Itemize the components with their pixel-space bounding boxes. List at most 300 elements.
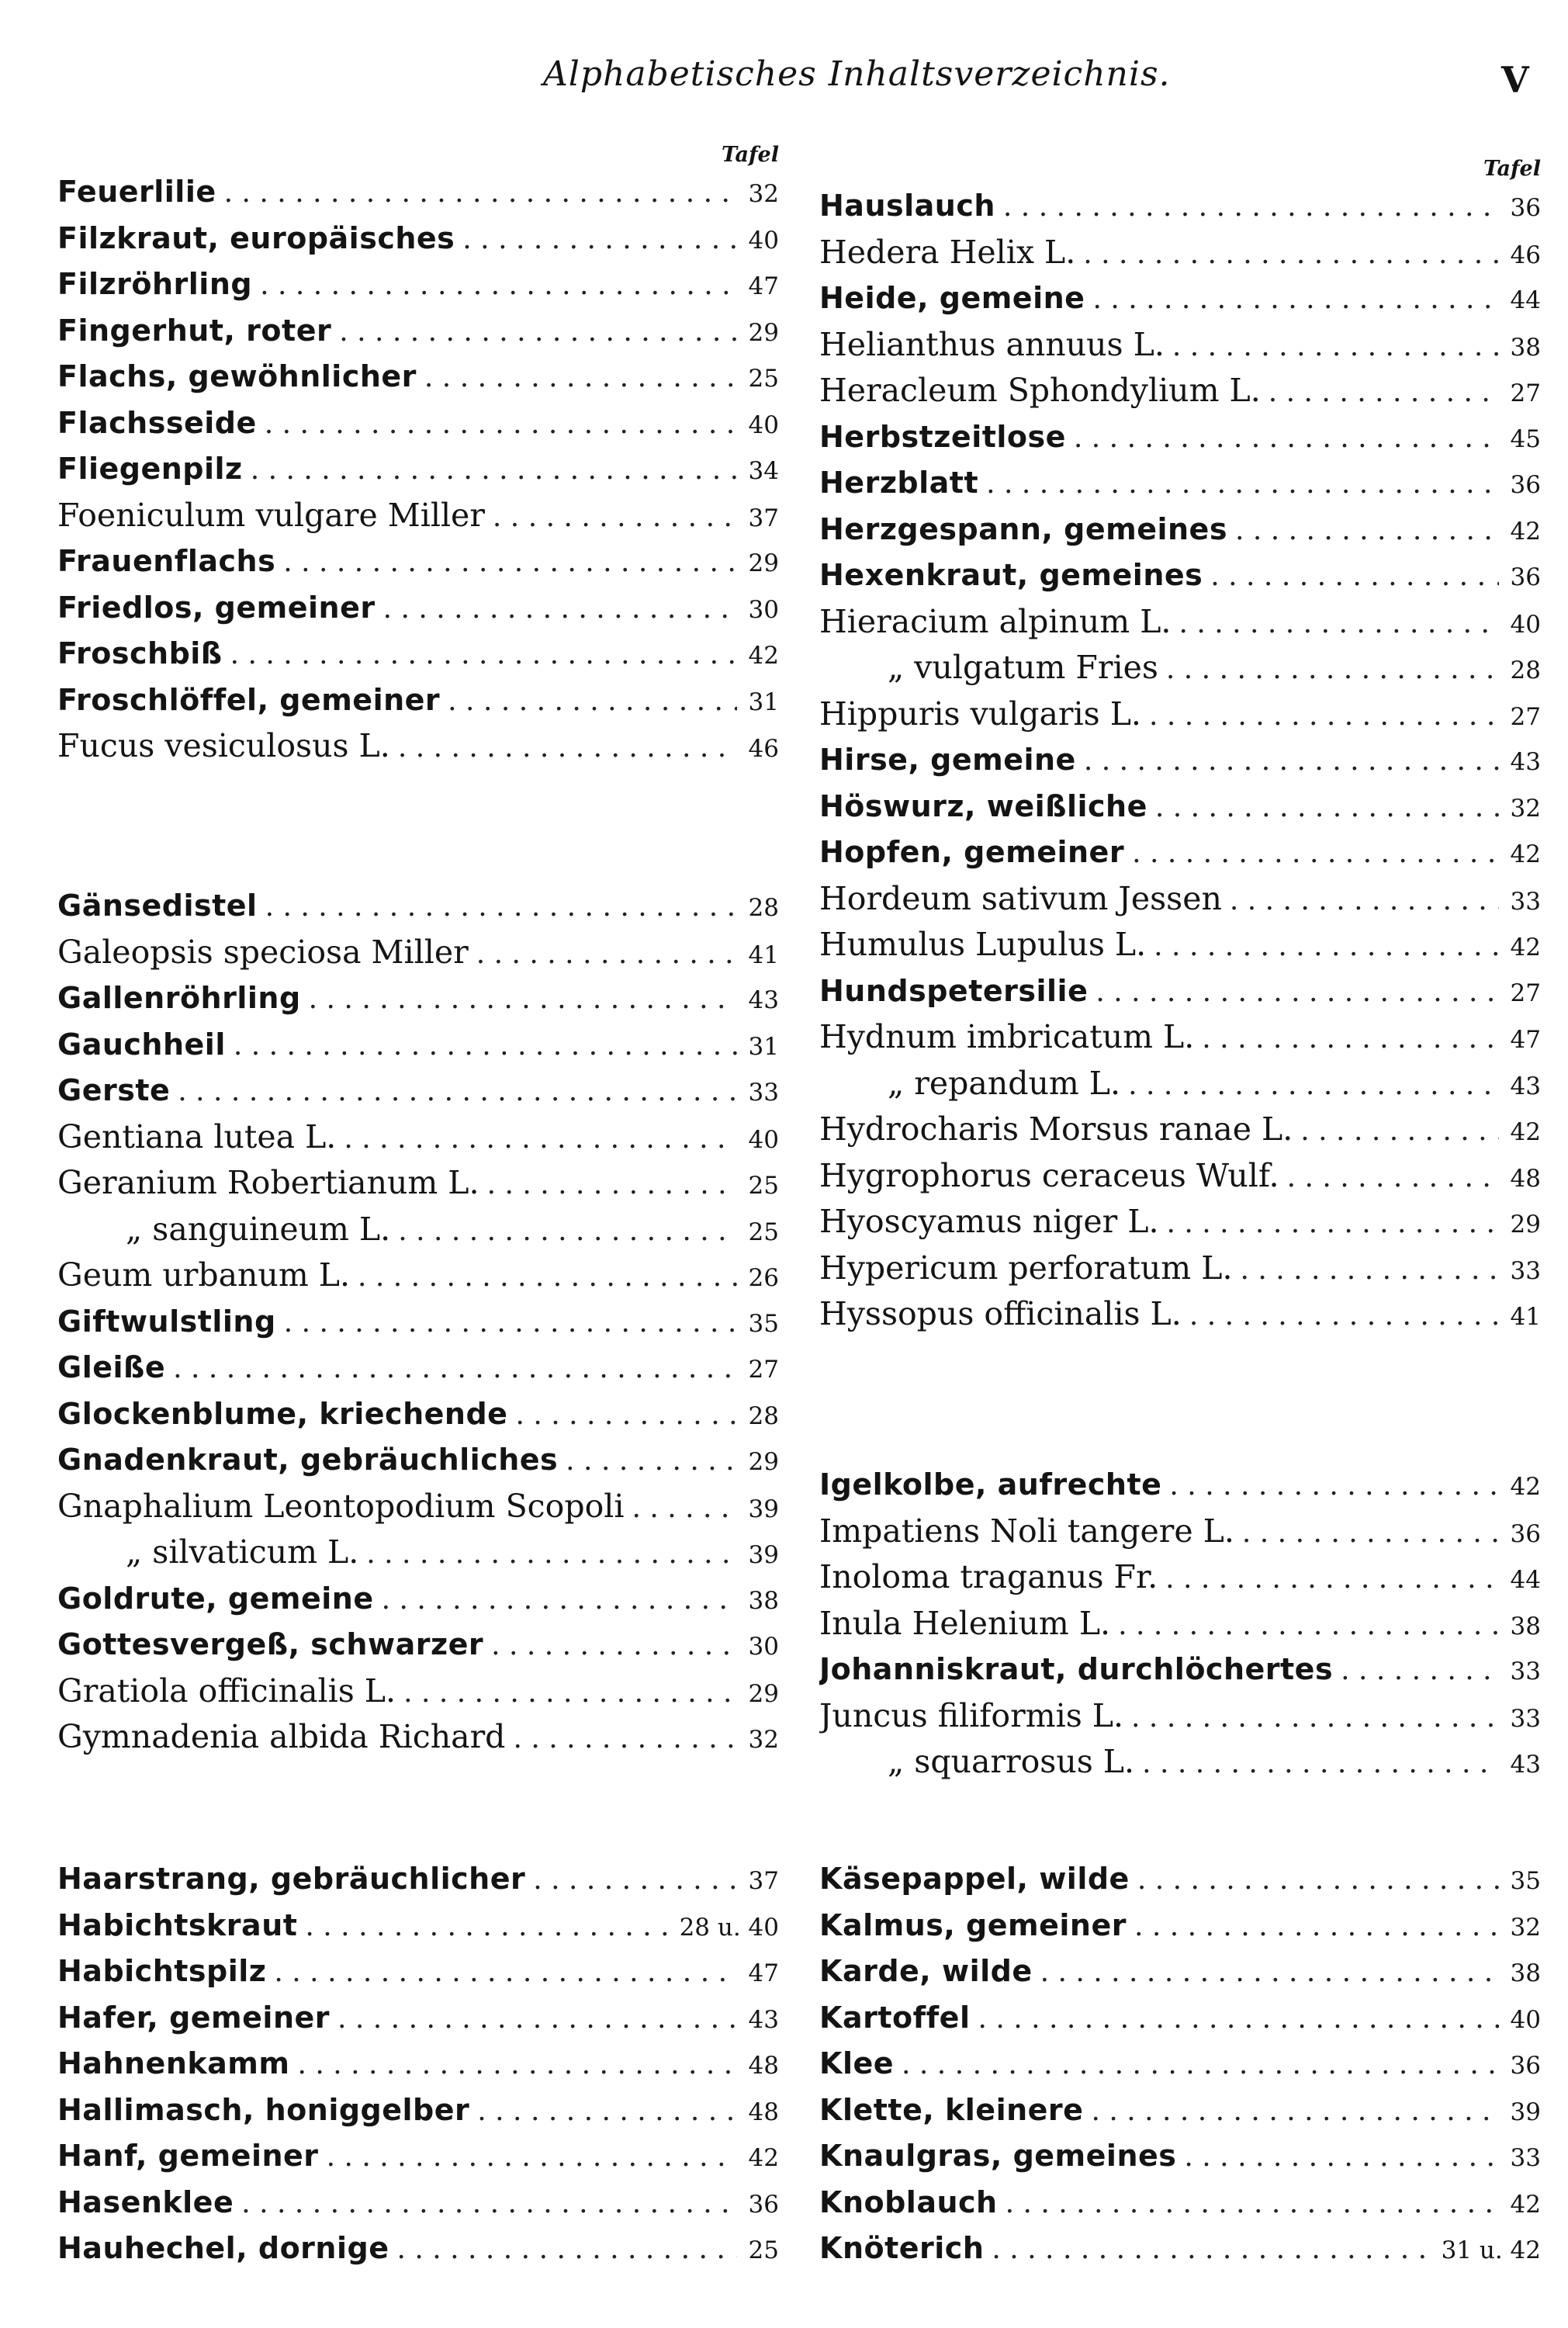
entry-term: Filzröhrling	[57, 267, 253, 301]
entry-plate-number: 36	[748, 2190, 779, 2219]
entry-plate-number: 30	[748, 595, 779, 624]
index-entry	[819, 2180, 1541, 2226]
dot-leader	[1240, 1247, 1499, 1292]
dot-leader	[1006, 2181, 1499, 2226]
entry-term: Fucus vesiculosus L.	[57, 727, 390, 764]
index-entry	[819, 830, 1541, 876]
index-entry	[57, 930, 779, 976]
index-entry	[819, 784, 1541, 830]
entry-term: Friedlos, gemeiner	[57, 590, 376, 625]
entry-plate-number: 38	[1510, 1959, 1541, 1987]
entry-plate-number: 42	[1510, 517, 1541, 546]
index-entry	[819, 275, 1541, 322]
index-entry	[819, 2087, 1541, 2134]
entry-plate-number: 30	[748, 1633, 779, 1661]
entry-term: Flachsseide	[57, 405, 257, 440]
entry-plate-number: 43	[1510, 1751, 1541, 1779]
entry-plate-number: 36	[1510, 563, 1541, 591]
dot-leader	[1074, 415, 1499, 461]
index-entry	[57, 1207, 779, 1253]
index-entry	[57, 493, 779, 539]
entry-plate-number: 40	[748, 411, 779, 439]
dot-leader	[902, 2042, 1499, 2087]
entry-plate-number: 28	[1510, 656, 1541, 684]
dot-leader	[297, 2042, 737, 2087]
dot-leader	[1128, 1062, 1499, 1107]
index-entry	[57, 1160, 779, 1207]
entry-term: Höswurz, weißliche	[819, 788, 1147, 823]
index-entry	[819, 183, 1541, 230]
entry-term: „ squarrosus L.	[888, 1743, 1135, 1780]
index-entry	[819, 1903, 1541, 1949]
index-entry	[819, 507, 1541, 553]
index-entry	[819, 230, 1541, 276]
dot-leader	[383, 586, 737, 632]
dot-leader	[1189, 1293, 1499, 1338]
entry-plate-number: 46	[1510, 241, 1541, 269]
entry-plate-number: 40	[1510, 2005, 1541, 2034]
entry-term: Knaulgras, gemeines	[819, 2139, 1177, 2173]
index-entry	[57, 1252, 779, 1299]
dot-leader	[462, 217, 737, 262]
entry-plate-number: 39	[748, 1541, 779, 1569]
entry-plate-number: 35	[748, 1309, 779, 1338]
index-entry	[819, 1061, 1541, 1107]
index-entry	[57, 1714, 779, 1761]
entry-plate-number: 25	[748, 2236, 779, 2264]
index-entry	[819, 322, 1541, 369]
entry-plate-number: 31 u. 42	[1441, 2236, 1541, 2264]
entry-plate-number: 36	[1510, 471, 1541, 499]
dot-leader	[344, 1116, 737, 1161]
dot-leader	[1142, 1741, 1499, 1786]
dot-leader	[424, 355, 737, 400]
dot-leader	[1169, 1463, 1499, 1509]
index-entry	[819, 922, 1541, 968]
entry-plate-number: 43	[1510, 748, 1541, 776]
entry-term: Frauenflachs	[57, 544, 276, 578]
dot-leader	[1166, 646, 1499, 691]
entry-plate-number: 28	[748, 894, 779, 922]
entry-term: Hieracium alpinum L.	[819, 602, 1172, 640]
dot-leader	[230, 632, 737, 677]
entry-plate-number: 42	[1510, 2190, 1541, 2219]
entry-plate-number: 33	[1510, 1256, 1541, 1285]
entry-term: „ repandum L.	[888, 1064, 1121, 1102]
entry-plate-number: 29	[748, 318, 779, 347]
dot-leader	[327, 2134, 737, 2180]
entry-plate-number: 38	[1510, 1612, 1541, 1640]
entry-plate-number: 43	[748, 986, 779, 1014]
dot-leader	[265, 884, 737, 930]
entry-plate-number: 37	[748, 1867, 779, 1895]
entry-term: Hexenkraut, gemeines	[819, 558, 1203, 592]
dot-leader	[366, 1531, 737, 1576]
dot-leader	[1118, 1602, 1499, 1647]
entry-term: Hyssopus officinalis L.	[819, 1295, 1182, 1332]
index-entry	[819, 414, 1541, 461]
entry-term: „ silvaticum L.	[126, 1533, 359, 1571]
entry-plate-number: 38	[748, 1586, 779, 1615]
index-section-f	[57, 141, 779, 770]
dot-leader	[1165, 1556, 1499, 1601]
index-entry	[57, 2133, 779, 2180]
entry-plate-number: 29	[748, 549, 779, 577]
page-title: Alphabetisches Inhaltsverzeichnis.	[543, 54, 1171, 94]
entry-term: Johanniskraut, durchlöchertes	[819, 1652, 1334, 1686]
entry-plate-number: 44	[1510, 1566, 1541, 1594]
index-entry	[819, 1693, 1541, 1740]
entry-plate-number: 36	[1510, 1519, 1541, 1548]
index-entry	[57, 1668, 779, 1715]
entry-term: Geranium Robertianum L.	[57, 1164, 479, 1201]
entry-plate-number: 39	[748, 1495, 779, 1523]
index-entry	[57, 1856, 779, 1903]
entry-plate-number: 33	[748, 1079, 779, 1107]
dot-leader	[1155, 785, 1499, 830]
dot-leader	[632, 1485, 737, 1530]
dot-leader	[515, 1392, 737, 1438]
entry-plate-number: 41	[748, 941, 779, 969]
index-entry	[57, 216, 779, 262]
index-entry	[57, 1949, 779, 1995]
entry-term: „ vulgatum Fries	[888, 649, 1158, 686]
entry-term: Inula Helenium L.	[819, 1604, 1111, 1642]
dot-leader	[448, 678, 737, 724]
dot-leader	[1202, 1016, 1499, 1061]
entry-plate-number: 35	[1510, 1867, 1541, 1895]
entry-term: Kartoffel	[819, 2000, 971, 2035]
index-entry	[57, 723, 779, 770]
entry-plate-number: 27	[1510, 979, 1541, 1007]
entry-term: „ sanguineum L.	[126, 1210, 391, 1248]
entry-plate-number: 48	[1510, 1164, 1541, 1193]
entry-plate-number: 25	[748, 1218, 779, 1246]
entry-plate-number: 40	[1510, 610, 1541, 639]
index-entry	[57, 2087, 779, 2134]
entry-plate-number: 47	[1510, 1026, 1541, 1054]
entry-term: Inoloma traganus Fr.	[819, 1558, 1158, 1595]
dot-leader	[1230, 878, 1499, 923]
dot-leader	[283, 539, 737, 585]
entry-term: Gymnadenia albida Richard	[57, 1718, 506, 1755]
entry-plate-number: 33	[1510, 887, 1541, 916]
entry-plate-number: 27	[1510, 379, 1541, 407]
entry-term: Kalmus, gemeiner	[819, 1907, 1127, 1942]
dot-leader	[1341, 1647, 1499, 1693]
index-entry	[819, 1856, 1541, 1903]
dot-leader	[978, 1996, 1499, 2042]
entry-term: Gallenröhrling	[57, 981, 301, 1015]
entry-term: Gnadenkraut, gebräuchliches	[57, 1443, 559, 1477]
index-entry	[57, 1345, 779, 1391]
entry-plate-number: 47	[748, 1959, 779, 1987]
entry-plate-number: 42	[1510, 840, 1541, 868]
entry-plate-number: 26	[748, 1264, 779, 1292]
dot-leader	[224, 170, 737, 216]
entry-term: Galeopsis speciosa Miller	[57, 933, 469, 971]
dot-leader	[1287, 1155, 1499, 1200]
entry-plate-number: 28	[748, 1401, 779, 1430]
entry-term: Habichtspilz	[57, 1954, 267, 1988]
entry-term: Gerste	[57, 1073, 171, 1107]
entry-term: Gleiße	[57, 1350, 166, 1384]
dot-leader	[1242, 1510, 1499, 1555]
dot-leader	[1172, 324, 1499, 369]
index-entry	[819, 1153, 1541, 1200]
entry-plate-number: 42	[1510, 934, 1541, 961]
index-section-k	[819, 1856, 1541, 2272]
entry-term: Igelkolbe, aufrechte	[819, 1467, 1162, 1502]
index-entry	[57, 975, 779, 1022]
entry-term: Humulus Lupulus L.	[819, 926, 1147, 963]
dot-leader	[1003, 184, 1499, 230]
index-entry	[819, 1554, 1541, 1601]
entry-term: Hasenklee	[57, 2184, 234, 2219]
entry-term: Giftwulstling	[57, 1304, 276, 1339]
index-entry	[819, 737, 1541, 784]
dot-leader	[398, 1208, 737, 1253]
index-entry	[819, 1014, 1541, 1061]
dot-leader	[491, 1623, 737, 1668]
index-entry	[819, 460, 1541, 507]
entry-plate-number: 42	[748, 642, 779, 670]
entry-plate-number: 25	[748, 1172, 779, 1200]
dot-leader	[1134, 1904, 1499, 1949]
index-entry	[819, 1291, 1541, 1338]
index-entry	[57, 631, 779, 677]
entry-plate-number: 27	[1510, 702, 1541, 731]
index-entry	[819, 1647, 1541, 1693]
index-entry	[819, 2041, 1541, 2087]
dot-leader	[992, 2226, 1433, 2272]
entry-plate-number: 29	[748, 1448, 779, 1476]
index-entry	[819, 599, 1541, 646]
dot-leader	[1235, 508, 1499, 553]
entry-term: Knöterich	[819, 2231, 985, 2265]
index-section-i-j	[819, 1462, 1541, 1786]
dot-leader	[477, 2088, 737, 2134]
entry-term: Herzgespann, gemeines	[819, 511, 1227, 546]
entry-term: Hirse, gemeine	[819, 743, 1076, 777]
entry-term: Hordeum sativum Jessen	[819, 879, 1222, 917]
entry-term: Hygrophorus ceraceus Wulf.	[819, 1156, 1279, 1194]
index-entry	[819, 553, 1541, 599]
index-entry	[57, 1114, 779, 1161]
entry-plate-number: 46	[748, 735, 779, 763]
dot-leader	[284, 1300, 737, 1346]
entry-term: Hanf, gemeiner	[57, 2139, 319, 2173]
entry-term: Froschbiß	[57, 636, 223, 670]
entry-term: Hundspetersilie	[819, 973, 1089, 1008]
dot-leader	[1149, 693, 1499, 738]
index-entry	[57, 262, 779, 308]
entry-plate-number: 44	[1510, 286, 1541, 314]
index-entry	[819, 368, 1541, 414]
entry-plate-number: 34	[748, 457, 779, 485]
entry-term: Herbstzeitlose	[819, 419, 1066, 454]
entry-term: Hahnenkamm	[57, 2046, 290, 2080]
index-entry	[819, 2133, 1541, 2180]
entry-term: Gauchheil	[57, 1027, 226, 1062]
entry-plate-number: 36	[1510, 194, 1541, 222]
entry-plate-number: 33	[1510, 1704, 1541, 1733]
index-entry	[819, 1995, 1541, 2042]
index-entry	[819, 876, 1541, 923]
entry-term: Gnaphalium Leontopodium Scopoli	[57, 1487, 625, 1525]
entry-plate-number: 37	[748, 504, 779, 532]
dot-leader	[274, 1949, 737, 1995]
dot-leader	[241, 2181, 737, 2226]
entry-plate-number: 33	[1510, 1658, 1541, 1685]
index-entry	[57, 1529, 779, 1576]
entry-plate-number: 32	[748, 1726, 779, 1754]
page-number: V	[1501, 59, 1529, 101]
entry-term: Hauslauch	[819, 189, 995, 223]
dot-leader	[986, 461, 1499, 507]
entry-term: Froschlöffel, gemeiner	[57, 682, 441, 717]
index-entry	[57, 1022, 779, 1069]
entry-plate-number: 27	[748, 1356, 779, 1384]
entry-term: Gänsedistel	[57, 889, 258, 923]
entry-plate-number: 45	[1510, 424, 1541, 453]
entry-term: Hypericum perforatum L.	[819, 1249, 1233, 1287]
tafel-column-label: Tafel	[721, 143, 779, 167]
dot-leader	[260, 262, 737, 308]
dot-leader	[566, 1438, 737, 1484]
index-entry	[57, 2226, 779, 2272]
entry-term: Herzblatt	[819, 466, 979, 500]
index-entry	[819, 1462, 1541, 1509]
dot-leader	[1179, 601, 1499, 646]
index-entry	[57, 1299, 779, 1346]
entry-plate-number: 25	[748, 365, 779, 393]
entry-term: Filzkraut, europäisches	[57, 220, 455, 255]
dot-leader	[358, 1254, 737, 1299]
index-entry	[819, 1739, 1541, 1786]
dot-leader	[1300, 1108, 1499, 1153]
entry-plate-number: 40	[748, 226, 779, 255]
dot-leader	[1084, 738, 1499, 784]
index-entry	[57, 1903, 779, 1949]
entry-term: Klette, kleinere	[819, 2092, 1084, 2127]
dot-leader	[493, 494, 737, 539]
entry-plate-number: 29	[1510, 1211, 1541, 1238]
entry-plate-number: 41	[1510, 1303, 1541, 1331]
index-entry	[819, 1245, 1541, 1292]
entry-plate-number: 36	[1510, 2052, 1541, 2080]
entry-plate-number: 28 u. 40	[679, 1913, 779, 1942]
entry-term: Fingerhut, roter	[57, 313, 332, 348]
entry-term: Hydrocharis Morsus ranae L.	[819, 1110, 1293, 1148]
index-entry	[57, 585, 779, 632]
dot-leader	[173, 1346, 737, 1391]
dot-leader	[1269, 369, 1499, 414]
index-section-g	[57, 883, 779, 1761]
entry-term: Foeniculum vulgare Miller	[57, 496, 485, 534]
entry-term: Heracleum Sphondylium L.	[819, 372, 1261, 409]
entry-term: Hallimasch, honiggelber	[57, 2092, 470, 2127]
entry-plate-number: 31	[748, 1032, 779, 1061]
entry-term: Hopfen, gemeiner	[819, 835, 1125, 869]
dot-leader	[337, 1996, 737, 2042]
entry-term: Hyoscyamus niger L.	[819, 1203, 1159, 1240]
dot-leader	[339, 309, 737, 355]
dot-leader	[382, 1577, 737, 1623]
entry-plate-number: 42	[1510, 1118, 1541, 1146]
index-section-h	[57, 1856, 779, 2272]
entry-term: Hydnum imbricatum L.	[819, 1018, 1195, 1055]
index-entry	[57, 354, 779, 400]
index-entry	[819, 1949, 1541, 1995]
entry-term: Haarstrang, gebräuchlicher	[57, 1862, 526, 1896]
entry-term: Käsepappel, wilde	[819, 1862, 1130, 1896]
entry-term: Knoblauch	[819, 2184, 998, 2219]
entry-term: Hippuris vulgaris L.	[819, 695, 1141, 733]
dot-leader	[1091, 2088, 1499, 2134]
dot-leader	[513, 1716, 737, 1761]
index-entry	[819, 1509, 1541, 1555]
index-section-h-continued	[819, 155, 1541, 1338]
dot-leader	[533, 1857, 737, 1903]
index-entry	[819, 1107, 1541, 1153]
entry-term: Geum urbanum L.	[57, 1256, 351, 1294]
dot-leader	[265, 401, 737, 447]
entry-plate-number: 29	[748, 1679, 779, 1708]
tafel-column-label: Tafel	[1483, 157, 1541, 181]
entry-plate-number: 32	[1510, 1913, 1541, 1942]
dot-leader	[251, 447, 737, 493]
entry-plate-number: 31	[748, 688, 779, 716]
entry-term: Impatiens Noli tangere L.	[819, 1512, 1234, 1550]
entry-plate-number: 42	[748, 2144, 779, 2172]
index-entry	[57, 1437, 779, 1484]
dot-leader	[1096, 969, 1499, 1015]
entry-plate-number: 33	[1510, 2144, 1541, 2172]
dot-leader	[1210, 553, 1499, 599]
index-entry	[57, 446, 779, 493]
entry-term: Fliegenpilz	[57, 452, 243, 486]
dot-leader	[487, 1162, 737, 1207]
entry-plate-number: 32	[748, 180, 779, 208]
entry-term: Karde, wilde	[819, 1954, 1033, 1988]
dot-leader	[1137, 1857, 1499, 1903]
index-entry	[57, 308, 779, 355]
dot-leader	[398, 725, 737, 770]
index-entry	[819, 1601, 1541, 1647]
dot-leader	[476, 931, 737, 976]
index-entry	[57, 1484, 779, 1530]
entry-plate-number: 48	[748, 2098, 779, 2126]
index-entry	[57, 2180, 779, 2226]
index-entry	[57, 883, 779, 930]
entry-term: Heide, gemeine	[819, 281, 1085, 315]
entry-plate-number: 43	[748, 2005, 779, 2034]
entry-term: Hedera Helix L.	[819, 233, 1076, 271]
entry-term: Hauhechel, dornige	[57, 2231, 389, 2265]
dot-leader	[1167, 1200, 1500, 1245]
entry-plate-number: 43	[1510, 1072, 1541, 1100]
entry-term: Gentiana lutea L.	[57, 1117, 337, 1155]
entry-term: Helianthus annuus L.	[819, 325, 1165, 363]
entry-term: Klee	[819, 2046, 895, 2080]
index-entry	[57, 1391, 779, 1438]
entry-term: Juncus filiformis L.	[819, 1696, 1124, 1734]
index-entry	[57, 1622, 779, 1668]
index-entry	[57, 400, 779, 447]
entry-plate-number: 38	[1510, 333, 1541, 362]
index-entry	[819, 2226, 1541, 2272]
